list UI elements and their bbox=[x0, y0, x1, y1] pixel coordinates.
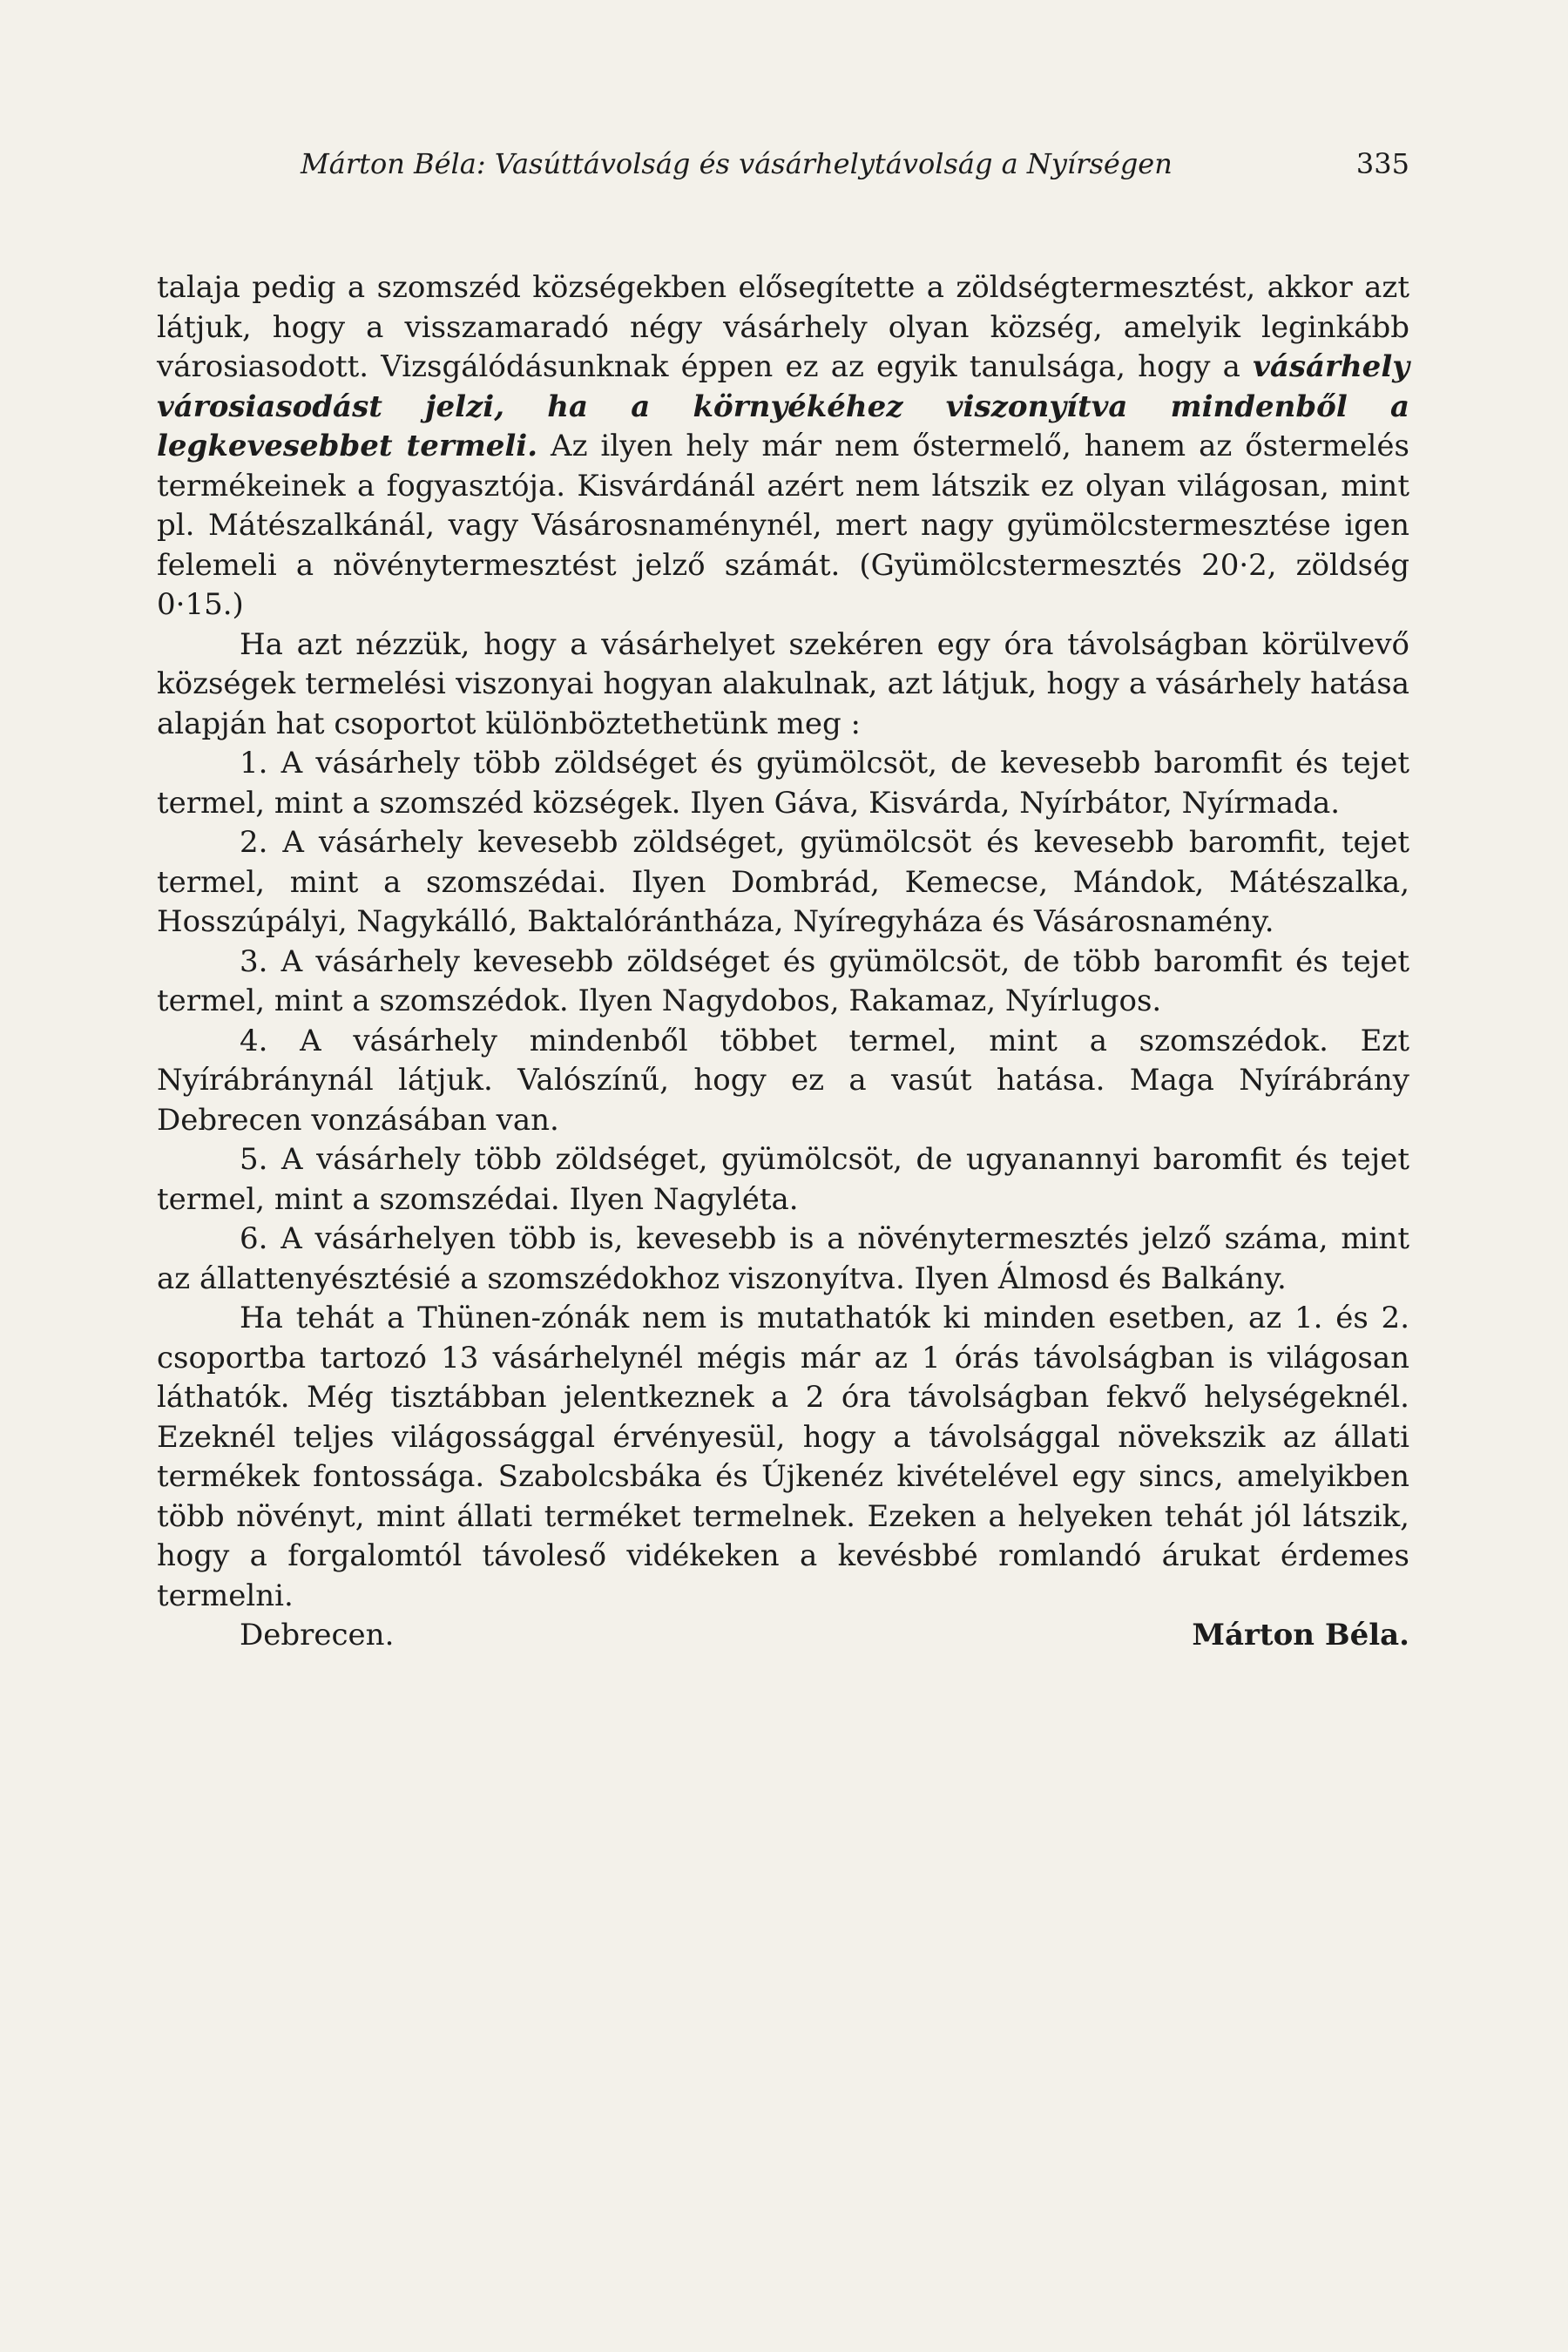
running-title: Márton Béla: Vasúttávolság és vásárhelytávolság a Nyírségen bbox=[301, 147, 1173, 180]
page-number: 335 bbox=[1355, 147, 1409, 180]
paragraph-1-emphasis: vásárhely városiasodást jelzi, ha a környékéhez viszonyítva mindenből a legkevesebbet termeli. bbox=[157, 349, 1409, 463]
paragraph-1-pre: talaja pedig a szomszéd községekben elősegítette a zöldségtermesztést, akkor azt látjuk, hogy a visszamaradó négy vásárhely olyan község, amelyik leginkább városiasodott. Vizsgálódásunknak éppen ez az egyik tanulsága, hogy a bbox=[157, 270, 1409, 384]
paragraph-1-post: Az ilyen hely már nem őstermelő, hanem az őstermelés termékeinek a fogyasztója. Kisvárdánál azért nem látszik ez olyan világosan, mint pl. Mátészalkánál, vagy Vásárosnaménynél, mert nagy gyümölcstermesztése igen felemeli a növénytermesztést jelző számát. (Gyümölcstermesztés 20·2, zöldség 0·15.) bbox=[157, 429, 1409, 622]
list-item-6: 6. A vásárhelyen több is, kevesebb is a növénytermesztés jelző száma, mint az állattenyésztésié a szomszédokhoz viszonyítva. Ilyen Álmosd és Balkány. bbox=[157, 1221, 1409, 1296]
list-item-1: 1. A vásárhely több zöldséget és gyümölcsöt, de kevesebb baromfit és tejet termel, mint a szomszéd községek. Ilyen Gáva, Kisvárda, Nyírbátor, Nyírmada. bbox=[157, 746, 1409, 821]
list-item-4: 4. A vásárhely mindenből többet termel, mint a szomszédok. Ezt Nyírábránynál látjuk. Valószínű, hogy ez a vasút hatása. Maga Nyírábrány Debrecen vonzásában van. bbox=[157, 1023, 1409, 1138]
paragraph-1 bbox=[157, 268, 1409, 625]
list-item-3: 3. A vásárhely kevesebb zöldséget és gyümölcsöt, de több baromfit és tejet termel, mint a szomszédok. Ilyen Nagydobos, Rakamaz, Nyírlugos. bbox=[157, 943, 1409, 1018]
list-item-5: 5. A vásárhely több zöldséget, gyümölcsöt, de ugyanannyi baromfit és tejet termel, mint a szomszédai. Ilyen Nagyléta. bbox=[157, 1142, 1409, 1217]
signoff-place: Debrecen. bbox=[240, 1618, 395, 1652]
running-header bbox=[301, 146, 1409, 181]
paragraph-2: Ha azt nézzük, hogy a vásárhelyet szekéren egy óra távolságban körülvevő községek termelési viszonyai hogyan alakulnak, azt látjuk, hogy a vásárhely hatása alapján hat csoportot különböztethetünk meg : bbox=[157, 626, 1409, 741]
signoff-author: Márton Béla. bbox=[1192, 1618, 1409, 1652]
signoff bbox=[157, 1616, 1409, 1656]
paragraph-conclusion: Ha tehát a Thünen-zónák nem is mutathatók ki minden esetben, az 1. és 2. csoportba tartozó 13 vásárhelynél mégis már az 1 órás távolságban is világosan láthatók. Még tisztábban jelentkeznek a 2 óra távolságban fekvő helységeknél. Ezeknél teljes világossággal érvényesül, hogy a távolsággal növekszik az állati termékek fontossága. Szabolcsbáka és Újkenéz kivételével egy sincs, amelyikben több növényt, mint állati terméket termelnek. Ezeken a helyeken tehát jól látszik, hogy a forgalomtól távoleső vidékeken a kevésbbé romlandó árukat érdemes termelni. bbox=[157, 1301, 1409, 1613]
list-item-2: 2. A vásárhely kevesebb zöldséget, gyümölcsöt és kevesebb baromfit, tejet termel, mint a szomszédai. Ilyen Dombrád, Kemecse, Mándok, Mátészalka, Hosszúpályi, Nagykálló, Baktalórántháza, Nyíregyháza és Vásárosnamény. bbox=[157, 825, 1409, 939]
article-body bbox=[157, 268, 1409, 1656]
